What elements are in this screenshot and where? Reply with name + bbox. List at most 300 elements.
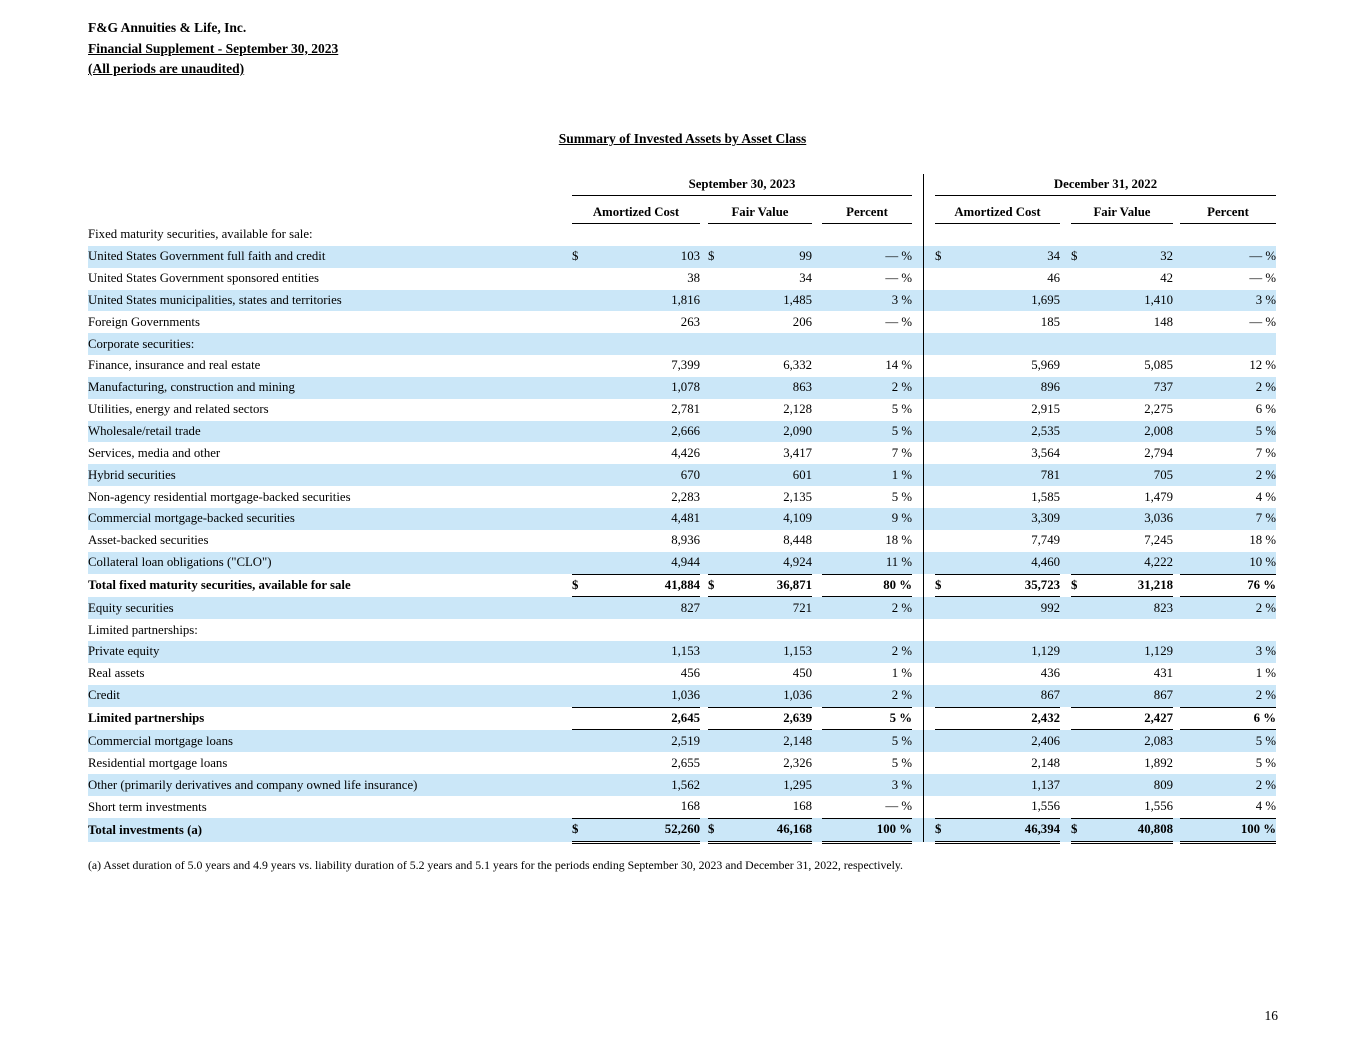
spacer-cell <box>1173 774 1180 796</box>
spacer-cell <box>1173 663 1180 685</box>
value-cell: 992 <box>953 597 1060 619</box>
spacer-cell <box>700 224 708 246</box>
spacer-cell <box>1060 224 1071 246</box>
currency-symbol <box>1071 752 1089 774</box>
value-cell: 52,260 <box>590 818 700 842</box>
value-cell: 1,556 <box>1031 799 1060 814</box>
value-cell: 2,639 <box>726 707 812 730</box>
value-cell: 4,460 <box>953 552 1060 574</box>
table-row <box>88 442 1276 464</box>
row-label: Residential mortgage loans <box>88 755 228 770</box>
value-cell <box>726 333 812 355</box>
currency-symbol <box>1071 774 1089 796</box>
value-cell: 1,129 <box>1089 641 1173 663</box>
currency-symbol <box>1071 421 1089 443</box>
spacer-cell <box>1173 752 1180 774</box>
percent-cell: 5 % <box>1255 755 1277 770</box>
currency-symbol <box>935 796 953 818</box>
value-cell: 2,148 <box>1031 755 1060 770</box>
spacer-cell <box>812 752 822 774</box>
currency-symbol <box>572 224 590 246</box>
table-row <box>88 311 1276 333</box>
value-cell: 2,128 <box>783 402 812 417</box>
group-divider <box>923 246 935 268</box>
spacer-cell <box>700 574 708 597</box>
value-cell: 1,137 <box>953 774 1060 796</box>
value-cell: 7,245 <box>1144 533 1173 548</box>
value-cell: 148 <box>1153 314 1173 329</box>
percent-cell <box>1180 619 1276 641</box>
value-cell: 38 <box>687 271 700 286</box>
value-cell: 2,666 <box>590 421 700 443</box>
group-divider <box>923 268 935 290</box>
group-divider <box>923 421 935 443</box>
row-label: United States municipalities, states and territories <box>88 290 572 312</box>
percent-cell <box>1180 224 1276 246</box>
currency-symbol <box>572 355 590 377</box>
group-divider <box>923 774 935 796</box>
spacer-cell <box>700 377 708 399</box>
table-row <box>88 774 1276 796</box>
group-divider <box>923 597 935 619</box>
company-name: F&G Annuities & Life, Inc. <box>88 20 247 35</box>
value-cell: 436 <box>1040 666 1060 681</box>
percent-cell: 2 % <box>822 641 912 663</box>
currency-symbol: $ <box>572 818 590 842</box>
table-body <box>88 224 1276 843</box>
currency-symbol <box>935 377 953 399</box>
spacer-cell <box>912 685 923 707</box>
spacer-cell <box>812 818 822 842</box>
spacer-cell <box>700 774 708 796</box>
value-cell: 863 <box>726 377 812 399</box>
currency-symbol: $ <box>1071 818 1089 842</box>
table-row <box>88 707 1276 730</box>
currency-symbol <box>935 530 953 552</box>
group-divider <box>923 486 935 508</box>
percent-cell: 10 % <box>1180 552 1276 574</box>
percent-cell: 5 % <box>891 489 912 504</box>
spacer-cell <box>812 464 822 486</box>
row-label: Short term investments <box>88 799 207 814</box>
value-cell <box>953 333 1060 355</box>
spacer-cell <box>700 268 708 290</box>
value-cell: 2,794 <box>1144 445 1173 460</box>
percent-cell: 1 % <box>822 464 912 486</box>
value-cell: 1,153 <box>726 641 812 663</box>
document-header <box>88 18 338 80</box>
table-row <box>88 685 1276 707</box>
spacer-cell <box>1060 707 1071 730</box>
value-cell: 1,479 <box>1144 489 1173 504</box>
currency-symbol <box>1071 442 1089 464</box>
percent-cell: — % <box>885 799 912 814</box>
currency-symbol <box>935 685 953 707</box>
value-cell: 809 <box>1089 774 1173 796</box>
percent-cell: 4 % <box>1255 489 1277 504</box>
value-cell: 32 <box>1089 246 1173 268</box>
currency-symbol <box>935 730 953 752</box>
spacer-cell <box>1173 508 1180 530</box>
currency-symbol <box>572 752 590 774</box>
spacer-cell <box>1060 311 1071 333</box>
currency-symbol <box>1071 377 1089 399</box>
period1-header: September 30, 2023 <box>572 174 912 196</box>
currency-symbol <box>935 752 953 774</box>
spacer-cell <box>700 246 708 268</box>
group-divider <box>923 641 935 663</box>
spacer-cell <box>1060 641 1071 663</box>
spacer-cell <box>1173 641 1180 663</box>
currency-symbol <box>572 311 590 333</box>
group-divider <box>923 730 935 752</box>
currency-symbol <box>935 399 953 421</box>
spacer-cell <box>1060 552 1071 574</box>
group-divider <box>923 333 935 355</box>
value-cell: 1,556 <box>1144 799 1173 814</box>
value-cell: 4,426 <box>671 445 700 460</box>
spacer-cell <box>812 421 822 443</box>
currency-symbol <box>708 730 726 752</box>
group-divider <box>923 574 935 597</box>
currency-symbol <box>935 486 953 508</box>
group-divider <box>923 464 935 486</box>
col-percent-2: Percent <box>1180 196 1276 224</box>
row-label: Finance, insurance and real estate <box>88 358 261 373</box>
value-cell: 2,427 <box>1089 707 1173 730</box>
row-label: Real assets <box>88 666 145 681</box>
percent-cell: 2 % <box>822 377 912 399</box>
spacer-cell <box>1060 268 1071 290</box>
value-cell: 5,969 <box>1031 358 1060 373</box>
spacer-cell <box>812 355 822 377</box>
spacer-cell <box>912 796 923 818</box>
col-percent-1: Percent <box>822 196 912 224</box>
currency-symbol <box>572 268 590 290</box>
percent-cell: 80 % <box>822 574 912 597</box>
currency-symbol <box>708 486 726 508</box>
spacer-cell <box>1173 442 1180 464</box>
footnote: (a) Asset duration of 5.0 years and 4.9 years vs. liability duration of 5.2 years and 5.1 years for the periods ending September 30, 2023 and December 31, 2022, respectively. <box>88 858 903 872</box>
spacer-cell <box>1173 818 1180 842</box>
spacer-cell <box>912 442 923 464</box>
value-cell: 781 <box>953 464 1060 486</box>
spacer-cell <box>1060 355 1071 377</box>
value-cell: 2,655 <box>671 755 700 770</box>
value-cell: 670 <box>590 464 700 486</box>
currency-symbol <box>572 707 590 730</box>
percent-cell: 5 % <box>1180 730 1276 752</box>
currency-symbol <box>1071 619 1089 641</box>
currency-symbol <box>708 774 726 796</box>
value-cell: 36,871 <box>726 574 812 597</box>
table-row <box>88 399 1276 421</box>
spacer-cell <box>1173 333 1180 355</box>
value-cell: 2,915 <box>1031 402 1060 417</box>
document-subtitle: Financial Supplement - September 30, 2023 <box>88 40 339 56</box>
value-cell: 601 <box>726 464 812 486</box>
spacer-cell <box>700 707 708 730</box>
value-cell: 867 <box>953 685 1060 707</box>
currency-symbol <box>572 290 590 312</box>
currency-symbol <box>1071 597 1089 619</box>
spacer-cell <box>912 268 923 290</box>
col-fair-value-1: Fair Value <box>708 196 812 224</box>
currency-symbol <box>1071 685 1089 707</box>
spacer-cell <box>912 730 923 752</box>
currency-symbol <box>935 224 953 246</box>
row-label: Foreign Governments <box>88 314 200 329</box>
currency-symbol <box>935 464 953 486</box>
spacer-cell <box>912 311 923 333</box>
spacer-cell <box>812 399 822 421</box>
currency-symbol <box>708 641 726 663</box>
currency-symbol <box>708 508 726 530</box>
currency-symbol <box>708 796 726 818</box>
spacer-cell <box>1060 574 1071 597</box>
period2-header: December 31, 2022 <box>935 174 1276 196</box>
currency-symbol <box>572 421 590 443</box>
spacer-cell <box>812 442 822 464</box>
value-cell: 2,008 <box>1089 421 1173 443</box>
group-divider <box>923 355 935 377</box>
row-label: Wholesale/retail trade <box>88 421 572 443</box>
table-row <box>88 508 1276 530</box>
value-cell: 2,283 <box>671 489 700 504</box>
table-row <box>88 486 1276 508</box>
row-label: Total investments (a) <box>88 818 572 842</box>
spacer-cell <box>912 530 923 552</box>
spacer-cell <box>812 730 822 752</box>
spacer-cell <box>1173 355 1180 377</box>
spacer-cell <box>700 641 708 663</box>
spacer-cell <box>1173 796 1180 818</box>
spacer-cell <box>912 421 923 443</box>
table-row <box>88 818 1276 842</box>
row-label: Credit <box>88 685 572 707</box>
currency-symbol: $ <box>708 574 726 597</box>
group-divider <box>923 752 935 774</box>
value-cell <box>1089 333 1173 355</box>
percent-cell: 2 % <box>1180 377 1276 399</box>
row-label: Limited partnerships <box>88 710 205 725</box>
currency-symbol <box>935 641 953 663</box>
currency-symbol <box>1071 730 1089 752</box>
percent-cell: 5 % <box>822 421 912 443</box>
spacer-cell <box>912 399 923 421</box>
spacer-cell <box>912 333 923 355</box>
value-cell: 2,148 <box>726 730 812 752</box>
percent-cell: 3 % <box>1180 641 1276 663</box>
table-row <box>88 377 1276 399</box>
spacer-cell <box>700 597 708 619</box>
value-cell: 456 <box>680 666 700 681</box>
value-cell: 46,168 <box>726 818 812 842</box>
percent-cell: 7 % <box>891 445 912 460</box>
currency-symbol <box>708 290 726 312</box>
currency-symbol <box>1071 355 1089 377</box>
spacer-cell <box>700 552 708 574</box>
spacer-cell <box>1173 224 1180 246</box>
period-header-row <box>88 174 1276 196</box>
spacer-cell <box>1060 377 1071 399</box>
currency-symbol <box>708 268 726 290</box>
currency-symbol <box>935 355 953 377</box>
spacer-cell <box>1060 290 1071 312</box>
value-cell: 34 <box>953 246 1060 268</box>
value-cell: 1,153 <box>590 641 700 663</box>
currency-symbol <box>1071 224 1089 246</box>
value-cell: 3,564 <box>1031 445 1060 460</box>
percent-cell: 7 % <box>1255 445 1277 460</box>
percent-cell: 2 % <box>1180 464 1276 486</box>
row-label: Manufacturing, construction and mining <box>88 377 572 399</box>
spacer-cell <box>912 641 923 663</box>
spacer-cell <box>1173 399 1180 421</box>
value-cell <box>726 224 812 246</box>
percent-cell: 4 % <box>1255 799 1277 814</box>
value-cell: 40,808 <box>1089 818 1173 842</box>
value-cell: 35,723 <box>953 574 1060 597</box>
value-cell: 1,036 <box>726 685 812 707</box>
spacer-cell <box>700 311 708 333</box>
group-divider <box>923 685 935 707</box>
spacer-cell <box>1173 486 1180 508</box>
row-label: Utilities, energy and related sectors <box>88 402 269 417</box>
spacer-cell <box>912 246 923 268</box>
percent-cell: — % <box>1180 246 1276 268</box>
currency-symbol <box>572 663 590 685</box>
currency-symbol <box>708 464 726 486</box>
percent-cell: 3 % <box>1180 290 1276 312</box>
spacer-cell <box>812 377 822 399</box>
value-cell: 2,083 <box>1089 730 1173 752</box>
currency-symbol <box>708 597 726 619</box>
currency-symbol <box>572 730 590 752</box>
currency-symbol <box>1071 311 1089 333</box>
spacer-cell <box>1173 246 1180 268</box>
spacer-cell <box>912 508 923 530</box>
value-cell: 2,275 <box>1144 402 1173 417</box>
row-label: Commercial mortgage loans <box>88 730 572 752</box>
value-cell <box>590 333 700 355</box>
percent-cell: 2 % <box>822 597 912 619</box>
currency-symbol <box>1071 290 1089 312</box>
group-divider <box>923 530 935 552</box>
spacer-cell <box>1060 508 1071 530</box>
page-number: 16 <box>1264 1008 1278 1023</box>
spacer-cell <box>1173 530 1180 552</box>
value-cell: 896 <box>953 377 1060 399</box>
spacer-cell <box>812 619 822 641</box>
value-cell: 185 <box>1040 314 1060 329</box>
spacer-cell <box>912 574 923 597</box>
spacer-cell <box>912 486 923 508</box>
currency-symbol <box>1071 508 1089 530</box>
currency-symbol <box>572 442 590 464</box>
currency-symbol <box>1071 268 1089 290</box>
currency-symbol <box>572 464 590 486</box>
spacer-cell <box>700 442 708 464</box>
spacer-cell <box>700 333 708 355</box>
spacer-cell <box>912 377 923 399</box>
row-label: Services, media and other <box>88 445 221 460</box>
currency-symbol: $ <box>935 246 953 268</box>
currency-symbol <box>708 377 726 399</box>
spacer-cell <box>700 685 708 707</box>
value-cell: 1,410 <box>1089 290 1173 312</box>
currency-symbol <box>708 355 726 377</box>
percent-cell: 5 % <box>822 707 912 730</box>
percent-cell <box>1180 333 1276 355</box>
spacer-cell <box>812 224 822 246</box>
spacer-cell <box>700 399 708 421</box>
spacer-cell <box>912 597 923 619</box>
currency-symbol <box>708 530 726 552</box>
row-label: Non-agency residential mortgage-backed securities <box>88 489 351 504</box>
currency-symbol <box>708 421 726 443</box>
spacer-cell <box>1173 730 1180 752</box>
currency-symbol <box>1071 486 1089 508</box>
currency-symbol <box>935 311 953 333</box>
spacer-cell <box>912 552 923 574</box>
spacer-cell <box>700 818 708 842</box>
percent-cell: 1 % <box>891 666 912 681</box>
currency-symbol <box>708 685 726 707</box>
value-cell: 7,399 <box>671 358 700 373</box>
group-divider <box>923 290 935 312</box>
spacer-cell <box>1060 597 1071 619</box>
currency-symbol <box>572 796 590 818</box>
percent-cell: 3 % <box>822 290 912 312</box>
value-cell: 1,295 <box>726 774 812 796</box>
value-cell: 5,085 <box>1144 358 1173 373</box>
value-cell: 1,892 <box>1144 755 1173 770</box>
table-row <box>88 464 1276 486</box>
currency-symbol: $ <box>1071 246 1089 268</box>
value-cell: 4,924 <box>726 552 812 574</box>
value-cell: 2,090 <box>726 421 812 443</box>
table-row <box>88 641 1276 663</box>
currency-symbol <box>708 224 726 246</box>
value-cell: 1,695 <box>953 290 1060 312</box>
value-cell: 4,109 <box>726 508 812 530</box>
percent-cell <box>822 333 912 355</box>
spacer-cell <box>912 290 923 312</box>
spacer-cell <box>812 508 822 530</box>
value-cell: 2,535 <box>953 421 1060 443</box>
value-cell: 2,432 <box>953 707 1060 730</box>
percent-cell: 2 % <box>1180 597 1276 619</box>
spacer-cell <box>1060 464 1071 486</box>
spacer-cell <box>1173 290 1180 312</box>
spacer-cell <box>1173 377 1180 399</box>
percent-cell: 7 % <box>1180 508 1276 530</box>
currency-symbol: $ <box>708 818 726 842</box>
percent-cell: 12 % <box>1249 358 1277 373</box>
group-divider <box>923 196 935 224</box>
row-label: Limited partnerships: <box>88 622 198 637</box>
column-header-row <box>88 196 1276 224</box>
row-label: Fixed maturity securities, available for sale: <box>88 227 313 242</box>
row-label: Asset-backed securities <box>88 533 209 548</box>
table-row <box>88 619 1276 641</box>
spacer-cell <box>812 663 822 685</box>
currency-symbol <box>1071 464 1089 486</box>
table-row <box>88 290 1276 312</box>
value-cell: 823 <box>1089 597 1173 619</box>
spacer-cell <box>812 707 822 730</box>
